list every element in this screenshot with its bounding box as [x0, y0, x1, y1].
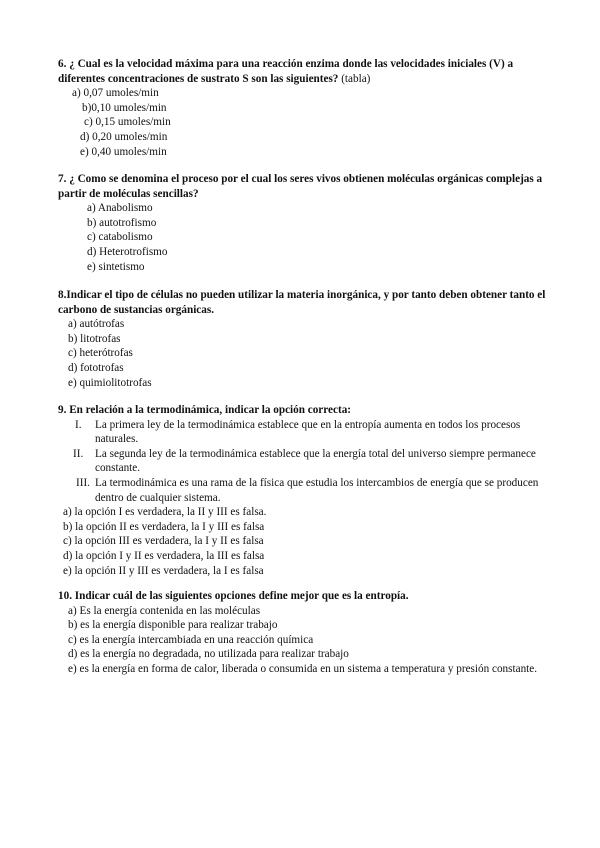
answer-option: b) la opción II es verdadera, la I y III es falsa — [63, 520, 265, 533]
answer-option: e) quimiolitotrofas — [68, 376, 152, 389]
answer-option: a) autótrofas — [68, 318, 125, 331]
answer-option: e) 0,40 umoles/min — [80, 145, 167, 158]
answer-option: c) catabolismo — [87, 231, 153, 244]
statement-3 — [58, 476, 558, 505]
answer-option: c) es la energía intercambiada en una reacción química — [68, 633, 314, 646]
answer-option: d) Heterotrofismo — [87, 245, 168, 258]
answer-option: a) Es la energía contenida en las moléculas — [68, 604, 261, 617]
answer-option: a) la opción I es verdadera, la II y III es falsa. — [63, 506, 267, 519]
answer-option: c) la opción III es verdadera, la I y II es falsa — [63, 535, 264, 548]
answer-option: e) sintetismo — [87, 260, 145, 273]
answer-option: c) 0,15 umoles/min — [84, 116, 171, 129]
statement-text: La primera ley de la termodinámica establece que en la entropía aumenta en todos los procesos naturales. — [95, 418, 521, 446]
statement-2 — [58, 447, 558, 476]
answer-option: a) Anabolismo — [87, 202, 153, 215]
answer-option: d) es la energía no degradada, no utilizada para realizar trabajo — [68, 648, 349, 661]
statement-number: III. — [76, 476, 90, 489]
question-6 — [58, 57, 558, 159]
statement-text: La segunda ley de la termodinámica establece que la energía total del universo siempre permanece constante. — [95, 447, 536, 475]
question-10-title: 10. Indicar cuál de las siguientes opciones define mejor que es la entropía. — [58, 590, 409, 602]
answer-option: b) autotrofismo — [87, 216, 157, 229]
statement-1 — [58, 418, 558, 447]
statement-text: La termodinámica es una rama de la física que estudia los intercambios de energía que se producen dentro de cualquier sistema. — [95, 476, 539, 504]
statement-number: II. — [73, 447, 84, 460]
answer-option: c) heterótrofas — [68, 347, 133, 360]
question-7-title: 7. ¿ Como se denomina el proceso por el cual los seres vivos obtienen moléculas orgánicas complejas a partir de moléculas sencillas? — [58, 173, 543, 200]
question-10 — [58, 589, 558, 677]
answer-option: b) es la energía disponible para realizar trabajo — [68, 619, 278, 632]
question-9 — [58, 403, 558, 578]
answer-option: d) la opción I y II es verdadera, la III es falsa — [63, 549, 265, 562]
question-9-title: 9. En relación a la termodinámica, indicar la opción correcta: — [58, 404, 352, 416]
question-7 — [58, 172, 558, 274]
answer-option: d) fototrofas — [68, 361, 124, 374]
question-8-title: 8.Indicar el tipo de células no pueden utilizar la materia inorgánica, y por tanto deben obtener tanto el carbono de sustancias orgánicas. — [58, 289, 546, 316]
answer-option: b) litotrofas — [68, 332, 121, 345]
question-6-note: (tabla) — [341, 72, 371, 85]
question-8 — [58, 288, 558, 390]
answer-option: b)0,10 umoles/min — [82, 101, 167, 114]
question-6-title: 6. ¿ Cual es la velocidad máxima para una reacción enzima donde las velocidades iniciales (V) a diferentes concentraciones de sustrato S son las siguientes? (tabla) — [58, 58, 514, 85]
statement-number: I. — [75, 418, 82, 431]
answer-option: e) es la energía en forma de calor, liberada o consumida en un sistema a temperatura y presión constante. — [68, 662, 538, 675]
answer-option: d) 0,20 umoles/min — [80, 130, 168, 143]
answer-option: e) la opción II y III es verdadera, la I es falsa — [63, 564, 264, 577]
answer-option: a) 0,07 umoles/min — [72, 87, 159, 100]
